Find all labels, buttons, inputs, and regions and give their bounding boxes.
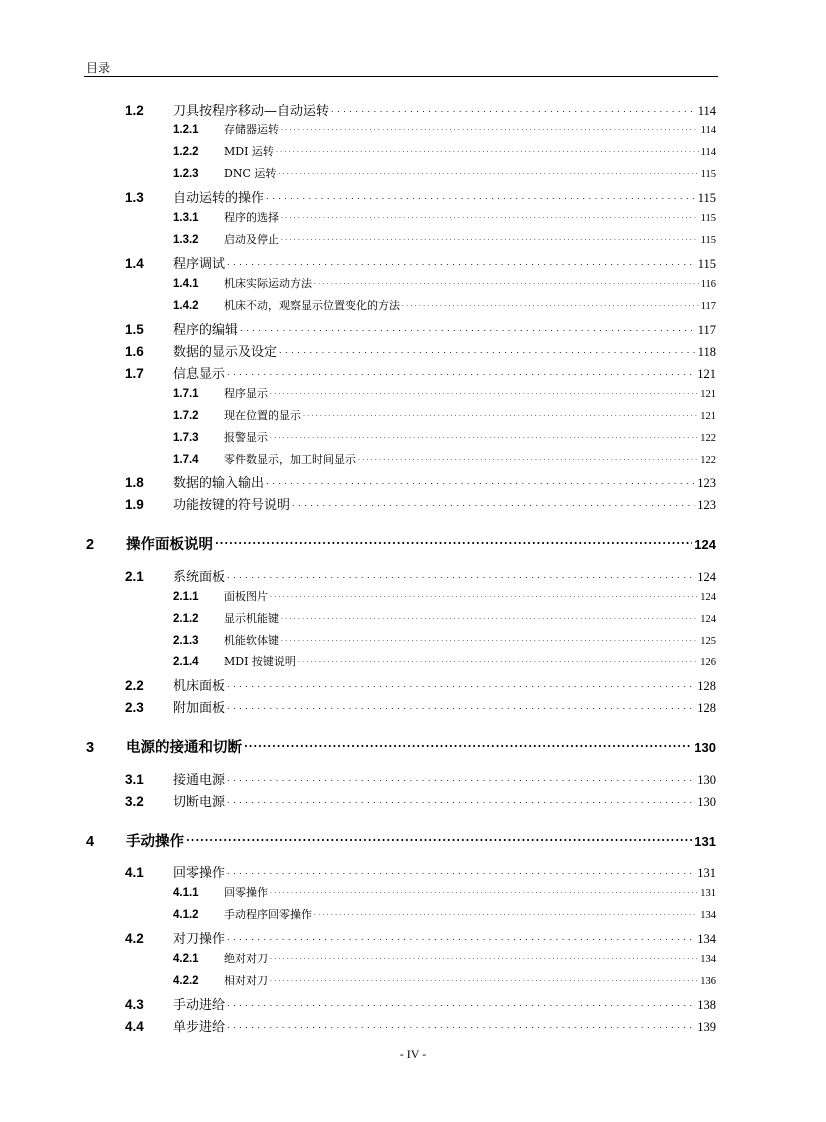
toc-entry-level-3[interactable]	[173, 451, 716, 467]
toc-entry-title: 手动程序回零操作	[224, 908, 312, 921]
toc-entry-title: 信息显示	[173, 367, 226, 382]
toc-entry-title: 显示机能键	[224, 612, 279, 625]
toc-entry-level-3[interactable]	[173, 407, 716, 423]
toc-entry-number: 1.7.1	[173, 388, 199, 400]
toc-entry-title: 启动及停止	[224, 233, 279, 246]
toc-entry-title: 手动进给	[173, 998, 226, 1013]
toc-entry-page: 114	[700, 147, 716, 158]
toc-entry-page: 138	[697, 998, 716, 1012]
toc-dot-leader	[281, 122, 699, 133]
toc-entry-level-2[interactable]	[125, 472, 716, 491]
toc-entry-title: 程序显示	[224, 387, 268, 400]
toc-entry-level-3[interactable]	[173, 231, 716, 247]
toc-dot-leader	[270, 430, 698, 441]
toc-entry-page: 126	[700, 657, 716, 668]
toc-entry-number: 1.5	[125, 322, 144, 337]
toc-entry-number: 1.9	[125, 497, 144, 512]
toc-dot-leader	[227, 930, 695, 944]
toc-entry-page: 122	[700, 433, 716, 444]
toc-entry-page: 131	[700, 888, 716, 899]
toc-entry-page: 117	[697, 323, 716, 337]
page-header-title: 目录	[86, 61, 111, 75]
toc-entry-level-2[interactable]	[125, 769, 716, 788]
toc-entry-level-2[interactable]	[125, 928, 716, 947]
toc-entry-level-2[interactable]	[125, 253, 716, 272]
toc-entry-level-2[interactable]	[125, 566, 716, 585]
toc-entry-title: 系统面板	[173, 570, 226, 585]
toc-entry-page: 114	[697, 104, 716, 118]
toc-entry-title: 功能按键的符号说明	[173, 498, 291, 513]
toc-entry-page: 134	[700, 910, 716, 921]
toc-entry-page: 115	[697, 191, 716, 205]
toc-entry-level-3[interactable]	[173, 275, 716, 291]
toc-entry-number: 3.2	[125, 794, 144, 809]
toc-entry-page: 125	[700, 636, 716, 647]
toc-dot-leader	[227, 996, 695, 1010]
toc-entry-number: 2	[86, 537, 95, 553]
toc-dot-leader	[314, 276, 699, 287]
toc-dot-leader	[270, 973, 698, 984]
toc-entry-number: 4.1.1	[173, 887, 199, 899]
toc-entry-level-2[interactable]	[125, 187, 716, 206]
toc-entry-title: DNC 运转	[224, 167, 277, 180]
toc-entry-number: 4.1	[125, 865, 144, 880]
toc-entry-level-2[interactable]	[125, 862, 716, 881]
toc-entry-number: 1.3.1	[173, 212, 199, 224]
toc-entry-level-3[interactable]	[173, 165, 716, 181]
toc-entry-level-3[interactable]	[173, 588, 716, 604]
toc-entry-number: 4.3	[125, 997, 144, 1012]
toc-dot-leader	[298, 654, 698, 665]
toc-entry-page: 128	[697, 679, 716, 693]
toc-entry-number: 1.2.2	[173, 146, 199, 158]
toc-dot-leader	[281, 210, 699, 221]
toc-dot-leader	[244, 738, 692, 753]
toc-entry-title: 附加面板	[173, 701, 226, 716]
toc-entry-title: 现在位置的显示	[224, 409, 301, 422]
toc-entry-page: 114	[700, 125, 716, 136]
toc-entry-level-2[interactable]	[125, 363, 716, 382]
toc-entry-level-3[interactable]	[173, 906, 716, 922]
toc-entry-page: 115	[700, 235, 716, 246]
toc-entry-title: 机床面板	[173, 679, 226, 694]
toc-dot-leader	[358, 452, 698, 463]
toc-entry-number: 2.1.2	[173, 613, 199, 625]
toc-entry-level-3[interactable]	[173, 143, 716, 159]
toc-entry-page: 130	[694, 740, 716, 755]
toc-entry-number: 1.2	[125, 103, 144, 118]
toc-entry-title: 接通电源	[173, 773, 226, 788]
toc-entry-title: 程序调试	[173, 257, 226, 272]
toc-entry-level-3[interactable]	[173, 121, 716, 137]
toc-entry-level-2[interactable]	[125, 697, 716, 716]
toc-entry-number: 1.7.4	[173, 454, 199, 466]
toc-entry-number: 3	[86, 740, 95, 756]
toc-dot-leader	[292, 496, 695, 510]
toc-entry-level-2[interactable]	[125, 100, 716, 119]
toc-entry-level-3[interactable]	[173, 385, 716, 401]
toc-dot-leader	[281, 611, 698, 622]
toc-entry-title: 零件数显示，加工时间显示	[224, 453, 356, 466]
toc-entry-title: 对刀操作	[173, 932, 226, 947]
toc-entry-number: 2.2	[125, 678, 144, 693]
toc-entry-title: 绝对对刀	[224, 952, 268, 965]
toc-entry-page: 131	[697, 866, 716, 880]
toc-entry-title: 手动操作	[126, 834, 184, 850]
toc-dot-leader	[278, 166, 698, 177]
toc-entry-number: 1.7.3	[173, 432, 199, 444]
toc-entry-level-2[interactable]	[125, 319, 716, 338]
toc-entry-title: 切断电源	[173, 795, 226, 810]
toc-entry-page: 121	[697, 367, 716, 381]
toc-dot-leader	[270, 589, 698, 600]
toc-dot-leader	[279, 343, 696, 357]
toc-entry-title: 数据的输入输出	[173, 476, 265, 491]
toc-dot-leader	[227, 699, 695, 713]
toc-entry-page: 115	[700, 169, 716, 180]
toc-entry-level-3[interactable]	[173, 297, 716, 313]
toc-entry-title: 机床不动，观察显示位置变化的方法	[224, 299, 400, 312]
toc-dot-leader	[227, 864, 695, 878]
header-divider	[84, 76, 718, 77]
toc-dot-leader	[281, 232, 699, 243]
toc-entry-title: 机能软体键	[224, 634, 279, 647]
toc-entry-page: 123	[697, 498, 716, 512]
toc-entry-number: 1.2.1	[173, 124, 199, 136]
toc-entry-number: 1.4	[125, 256, 144, 271]
toc-entry-level-1[interactable]	[86, 830, 716, 851]
toc-entry-number: 1.4.2	[173, 300, 199, 312]
toc-entry-number: 4.4	[125, 1019, 144, 1034]
toc-entry-number: 1.8	[125, 475, 144, 490]
toc-dot-leader	[240, 321, 696, 335]
toc-entry-number: 1.3	[125, 190, 144, 205]
toc-dot-leader	[402, 298, 699, 309]
toc-entry-page: 124	[700, 592, 716, 603]
toc-entry-level-1[interactable]	[86, 736, 716, 757]
toc-entry-title: 电源的接通和切断	[126, 740, 242, 756]
toc-entry-title: 相对对刀	[224, 974, 268, 987]
toc-entry-number: 1.3.2	[173, 234, 199, 246]
toc-entry-page: 122	[700, 455, 716, 466]
toc-dot-leader	[227, 677, 695, 691]
toc-entry-number: 1.2.3	[173, 168, 199, 180]
toc-dot-leader	[227, 1018, 695, 1032]
toc-entry-page: 115	[700, 213, 716, 224]
toc-entry-title: 机床实际运动方法	[224, 277, 312, 290]
toc-dot-leader	[270, 885, 698, 896]
toc-entry-page: 121	[700, 389, 716, 400]
toc-dot-leader	[266, 474, 695, 488]
toc-entry-level-3[interactable]	[173, 632, 716, 648]
toc-entry-page: 116	[700, 279, 716, 290]
toc-entry-page: 128	[697, 701, 716, 715]
toc-dot-leader	[227, 793, 695, 807]
toc-entry-number: 1.6	[125, 344, 144, 359]
toc-entry-level-3[interactable]	[173, 972, 716, 988]
toc-entry-title: 存储器运转	[224, 123, 279, 136]
toc-entry-level-3[interactable]	[173, 950, 716, 966]
toc-dot-leader	[314, 907, 698, 918]
toc-dot-leader	[186, 832, 692, 847]
toc-entry-level-3[interactable]	[173, 429, 716, 445]
toc-entry-page: 130	[697, 773, 716, 787]
toc-entry-title: 回零操作	[224, 886, 268, 899]
toc-entry-level-3[interactable]	[173, 884, 716, 900]
toc-entry-number: 4.2.1	[173, 953, 199, 965]
toc-entry-number: 4.1.2	[173, 909, 199, 921]
toc-entry-title: 数据的显示及设定	[173, 345, 278, 360]
toc-dot-leader	[331, 102, 696, 116]
toc-entry-number: 1.4.1	[173, 278, 199, 290]
toc-entry-title: 操作面板说明	[126, 537, 213, 553]
toc-entry-page: 121	[700, 411, 716, 422]
toc-entry-title: 自动运转的操作	[173, 191, 265, 206]
toc-dot-leader	[227, 255, 696, 269]
toc-entry-level-2[interactable]	[125, 494, 716, 513]
toc-entry-number: 2.3	[125, 700, 144, 715]
toc-dot-leader	[270, 386, 698, 397]
toc-entry-page: 123	[697, 476, 716, 490]
toc-entry-page: 139	[697, 1020, 716, 1034]
toc-entry-page: 134	[697, 932, 716, 946]
toc-entry-number: 2.1	[125, 569, 144, 584]
toc-entry-title: MDI 按键说明	[224, 655, 296, 668]
toc-dot-leader	[276, 144, 699, 155]
toc-entry-page: 130	[697, 795, 716, 809]
toc-entry-number: 1.7.2	[173, 410, 199, 422]
toc-dot-leader	[270, 951, 698, 962]
toc-entry-page: 118	[697, 345, 716, 359]
toc-entry-page: 117	[700, 301, 716, 312]
toc-entry-number: 4	[86, 834, 95, 850]
toc-dot-leader	[281, 633, 698, 644]
toc-entry-number: 1.7	[125, 366, 144, 381]
toc-entry-page: 134	[700, 954, 716, 965]
toc-entry-level-2[interactable]	[125, 341, 716, 360]
toc-entry-level-1[interactable]	[86, 533, 716, 554]
toc-dot-leader	[266, 189, 696, 203]
toc-entry-title: 程序的选择	[224, 211, 279, 224]
toc-entry-page: 124	[694, 537, 716, 552]
toc-entry-level-3[interactable]	[173, 653, 716, 669]
toc-entry-title: 面板图片	[224, 590, 268, 603]
toc-dot-leader	[215, 535, 692, 550]
toc-dot-leader	[227, 365, 695, 379]
toc-entry-title: 刀具按程序移动—自动运转	[173, 104, 330, 119]
toc-entry-title: 单步进给	[173, 1020, 226, 1035]
toc-entry-level-2[interactable]	[125, 1016, 716, 1035]
toc-entry-page: 136	[700, 976, 716, 987]
toc-dot-leader	[227, 568, 695, 582]
toc-entry-number: 4.2	[125, 931, 144, 946]
toc-entry-number: 4.2.2	[173, 975, 199, 987]
toc-entry-level-3[interactable]	[173, 209, 716, 225]
toc-entry-title: 回零操作	[173, 866, 226, 881]
toc-entry-number: 2.1.1	[173, 591, 199, 603]
toc-entry-title: 报警显示	[224, 431, 268, 444]
toc-entry-title: 程序的编辑	[173, 323, 239, 338]
toc-entry-number: 2.1.3	[173, 635, 199, 647]
toc-entry-page: 124	[700, 614, 716, 625]
toc-entry-number: 3.1	[125, 772, 144, 787]
page-number: - IV -	[399, 1047, 427, 1061]
toc-entry-page: 124	[697, 570, 716, 584]
toc-entry-page: 115	[697, 257, 716, 271]
toc-entry-page: 131	[694, 834, 716, 849]
toc-entry-title: MDI 运转	[224, 145, 274, 158]
toc-entry-level-2[interactable]	[125, 791, 716, 810]
toc-dot-leader	[227, 771, 695, 785]
toc-entry-level-2[interactable]	[125, 994, 716, 1013]
toc-dot-leader	[303, 408, 698, 419]
toc-entry-level-2[interactable]	[125, 675, 716, 694]
toc-entry-number: 2.1.4	[173, 656, 199, 668]
toc-entry-level-3[interactable]	[173, 610, 716, 626]
